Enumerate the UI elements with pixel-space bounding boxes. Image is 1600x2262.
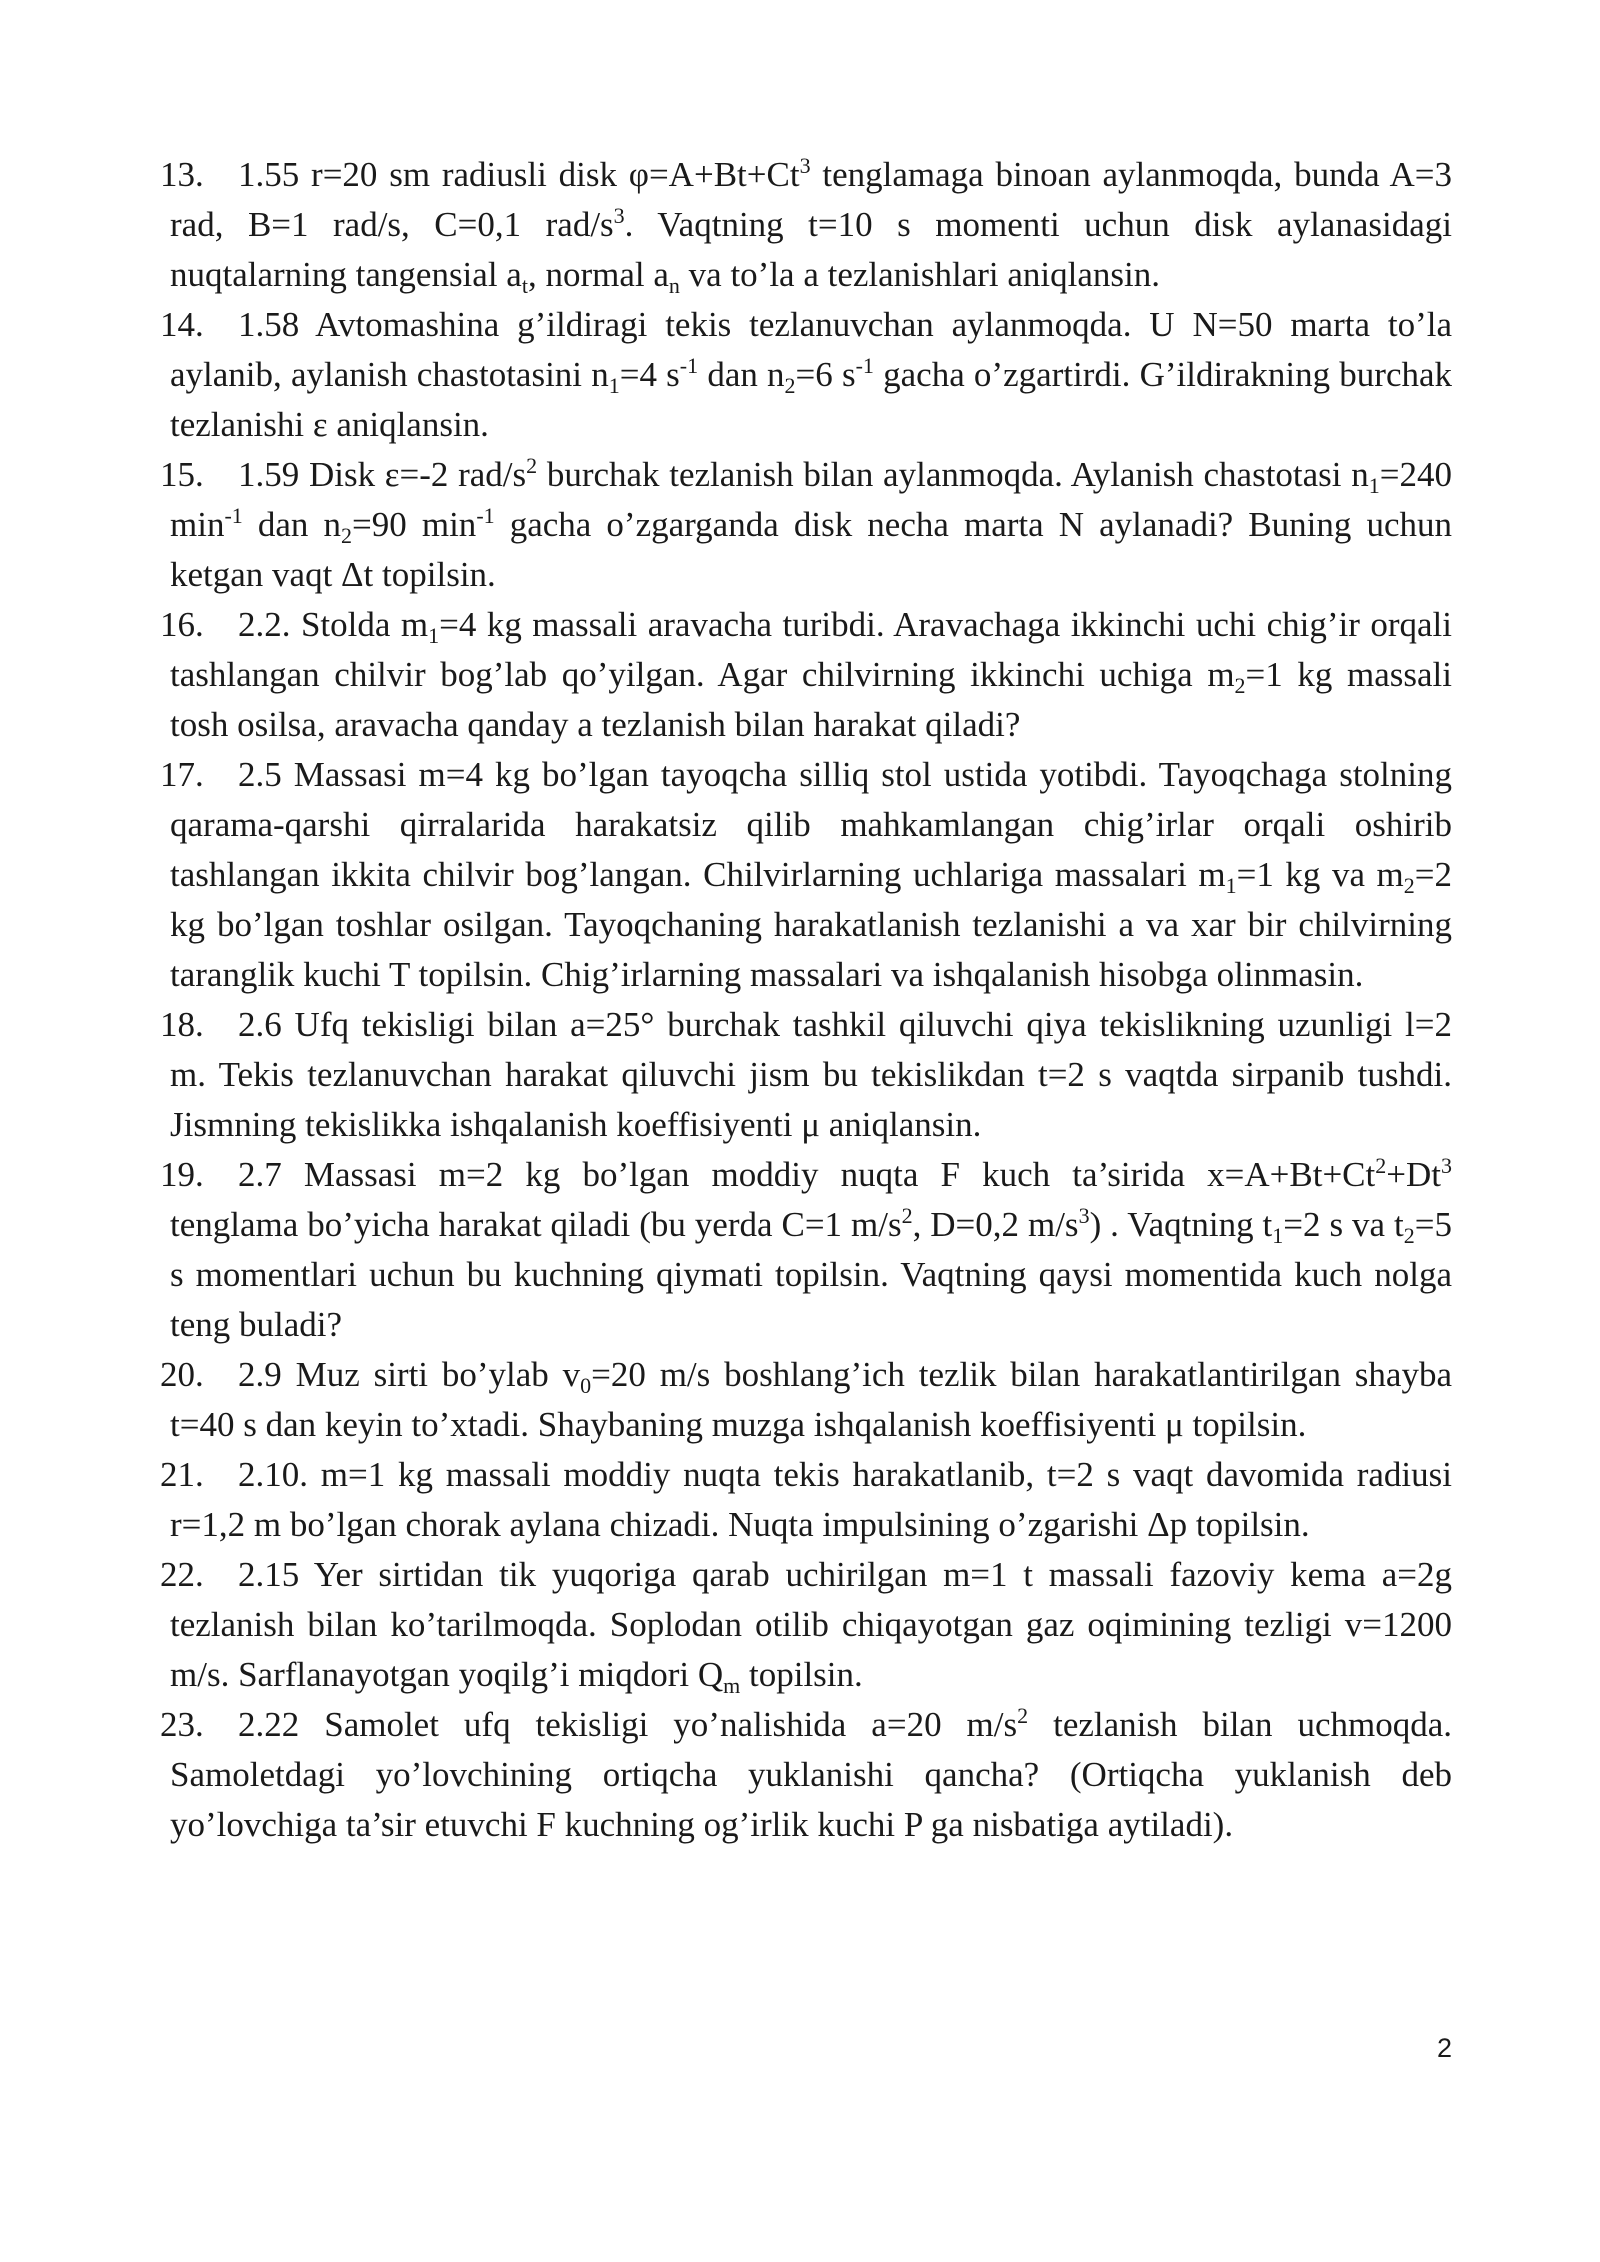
text-run: dan n	[698, 355, 785, 394]
text-run: =2 kg bo’lgan toshlar osilgan. Tayoqchaning harakatlanish tezlanishi a va xar bir chilvirning taranglik kuchi T topilsin. Chig’irlarning massalari va ishqalanish hisobga olinmasin.	[170, 855, 1453, 994]
subscript: 1	[428, 623, 440, 648]
superscript: 2	[901, 1203, 913, 1228]
text-run: 2.22 Samolet ufq tekisligi yo’nalishida a=20 m/s	[238, 1705, 1018, 1744]
subscript: m	[723, 1673, 741, 1698]
text-run: gacha o’zgarganda disk necha marta N aylanadi? Buning uchun ketgan vaqt Δt topilsin.	[170, 505, 1453, 594]
problem-number: 23.	[160, 1705, 204, 1744]
problem-item	[160, 750, 1452, 1000]
subscript: 0	[580, 1373, 592, 1398]
text-run: va to’la a tezlanishlari aniqlansin.	[679, 255, 1161, 294]
text-run: 2.7 Massasi m=2 kg bo’lgan moddiy nuqta F kuch ta’sirida x=A+Bt+Ct	[238, 1155, 1376, 1194]
superscript: 2	[1375, 1153, 1387, 1178]
subscript: 2	[1403, 1223, 1415, 1248]
page-number: 2	[1436, 2033, 1452, 2063]
subscript: t	[521, 273, 528, 298]
text-run: =240 min	[170, 455, 1452, 544]
text-run: tezlanish bilan uchmoqda. Samoletdagi yo’lovchining ortiqcha yuklanishi qancha? (Ortiqcha yuklanish deb yo’lovchiga ta’sir etuvchi F kuchning og’irlik kuchi P ga nisbatiga aytiladi).	[170, 1705, 1452, 1844]
text-run: tenglamaga binoan aylanmoqda, bunda A=3 rad, B=1 rad/s, C=0,1 rad/s	[170, 155, 1452, 244]
problem-text	[170, 1355, 1452, 1444]
superscript: 3	[1441, 1153, 1452, 1178]
text-run: 2.15 Yer sirtidan tik yuqoriga qarab uchirilgan m=1 t massali fazoviy kema a=2g tezlanish bilan ko’tarilmoqda. Soplodan otilib chiqayotgan gaz oqimining tezligi v=1200 m/s. Sarflanayotgan yoqilg’i miqdori Q	[170, 1555, 1452, 1694]
subscript: 2	[1403, 873, 1415, 898]
text-run: =20 m/s boshlang’ich tezlik bilan harakatlantirilgan shayba t=40 s dan keyin to’xtadi. Shaybaning muzga ishqalanish koeffisiyenti μ topilsin.	[170, 1355, 1452, 1444]
subscript: 1	[1368, 473, 1380, 498]
subscript: 2	[784, 373, 796, 398]
subscript: 2	[1234, 673, 1246, 698]
superscript: 3	[1078, 1203, 1090, 1228]
problem-number: 18.	[160, 1005, 204, 1044]
superscript: 2	[526, 453, 538, 478]
problem-text	[170, 305, 1452, 444]
subscript: 1	[608, 373, 620, 398]
problem-item	[160, 150, 1452, 300]
problem-list	[160, 150, 1452, 1850]
problem-number: 15.	[160, 455, 204, 494]
text-run: 1.58 Avtomashina g’ildiragi tekis tezlanuvchan aylanmoqda. U N=50 marta to’la aylanib, aylanish chastotasini n	[170, 305, 1452, 394]
text-run: , normal a	[527, 255, 669, 294]
text-run: 2.9 Muz sirti bo’ylab v	[238, 1355, 581, 1394]
problem-number: 20.	[160, 1355, 204, 1394]
superscript: 3	[613, 203, 625, 228]
text-run: 1.59 Disk ε=-2 rad/s	[238, 455, 527, 494]
text-run: +Dt	[1386, 1155, 1441, 1194]
problem-text	[170, 455, 1452, 594]
text-run: 2.6 Ufq tekisligi bilan a=25° burchak tashkil qiluvchi qiya tekislikning uzunligi l=2 m. Tekis tezlanuvchan harakat qiluvchi jism bu tekislikdan t=2 s vaqtda sirpanib tushdi. Jismning tekislikka ishqalanish koeffisiyenti μ aniqlansin.	[170, 1005, 1452, 1144]
problem-text	[170, 1555, 1452, 1698]
problem-number: 16.	[160, 605, 204, 644]
problem-item	[160, 1700, 1452, 1850]
problem-number: 22.	[160, 1555, 204, 1594]
text-run: =6 s	[795, 355, 856, 394]
text-run: =1 kg va m	[1236, 855, 1404, 894]
subscript: 1	[1225, 873, 1237, 898]
subscript: 1	[1272, 1223, 1284, 1248]
text-run: tenglama bo’yicha harakat qiladi (bu yerda C=1 m/s	[170, 1205, 902, 1244]
problem-text	[170, 755, 1452, 994]
problem-text	[170, 1705, 1452, 1844]
problem-text	[170, 153, 1452, 298]
problem-item	[160, 1450, 1452, 1550]
problem-item	[160, 1550, 1452, 1700]
text-run: =90 min	[352, 505, 477, 544]
text-run: 2.2. Stolda m	[238, 605, 429, 644]
text-run: =4 kg massali aravacha turibdi. Aravachaga ikkinchi uchi chig’ir orqali tashlangan chilvir bog’lab qo’yilgan. Agar chilvirning ikkinchi uchiga m	[170, 605, 1452, 694]
text-run: 2.5 Massasi m=4 kg bo’lgan tayoqcha silliq stol ustida yotibdi. Tayoqchaga stolning qarama-qarshi qirralarida harakatsiz qilib mahkamlangan chig’irlar orqali oshirib tashlangan ikkita chilvir bog’langan. Chilvirlarning uchlariga massalari m	[170, 755, 1452, 894]
text-run: ) . Vaqtning t	[1089, 1205, 1273, 1244]
superscript: -1	[224, 503, 243, 528]
problem-item	[160, 300, 1452, 450]
superscript: 3	[799, 153, 811, 178]
text-run: burchak tezlanish bilan aylanmoqda. Aylanish chastotasi n	[537, 455, 1369, 494]
problem-number: 19.	[160, 1155, 204, 1194]
problem-number: 13.	[160, 155, 204, 194]
text-run: =2 s va t	[1283, 1205, 1404, 1244]
subscript: n	[668, 273, 680, 298]
problem-text	[170, 1155, 1452, 1344]
text-run: 1.55 r=20 sm radiusli disk φ=A+Bt+Ct	[238, 155, 800, 194]
subscript: 2	[341, 523, 353, 548]
text-run: . Vaqtning t=10 s momenti uchun disk aylanasidagi nuqtalarning tangensial a	[170, 205, 1452, 294]
superscript: -1	[855, 353, 874, 378]
text-run: gacha o’zgartirdi. G’ildirakning burchak tezlanishi ε aniqlansin.	[170, 355, 1453, 444]
superscript: 2	[1017, 1703, 1029, 1728]
problem-item	[160, 1350, 1452, 1450]
text-run: , D=0,2 m/s	[912, 1205, 1079, 1244]
text-run: =1 kg massali tosh osilsa, aravacha qanday a tezlanish bilan harakat qiladi?	[170, 655, 1452, 744]
problem-item	[160, 1000, 1452, 1150]
problem-item	[160, 600, 1452, 750]
problem-text	[170, 1455, 1452, 1544]
problem-text	[170, 1005, 1452, 1144]
problem-item	[160, 1150, 1452, 1350]
superscript: -1	[679, 353, 699, 378]
text-run: =5 s momentlari uchun bu kuchning qiymati topilsin. Vaqtning qaysi momentida kuch nolga teng buladi?	[170, 1205, 1452, 1344]
text-run: topilsin.	[740, 1655, 863, 1694]
text-run: dan n	[242, 505, 342, 544]
problem-text	[170, 605, 1452, 744]
text-run: 2.10. m=1 kg massali moddiy nuqta tekis harakatlanib, t=2 s vaqt davomida radiusi r=1,2 m bo’lgan chorak aylana chizadi. Nuqta impulsining o’zgarishi Δp topilsin.	[170, 1455, 1452, 1544]
problem-number: 14.	[160, 305, 204, 344]
problem-number: 21.	[160, 1455, 204, 1494]
problem-item	[160, 450, 1452, 600]
text-run: =4 s	[619, 355, 680, 394]
superscript: -1	[476, 503, 495, 528]
problem-number: 17.	[160, 755, 204, 794]
